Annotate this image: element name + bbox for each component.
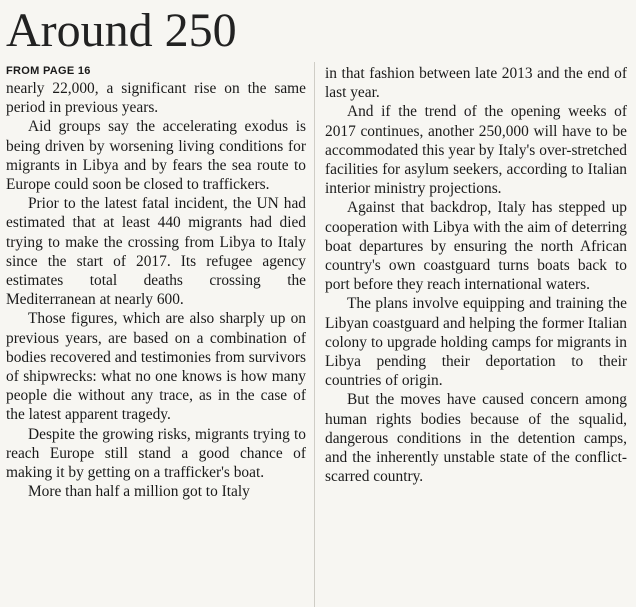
paragraph: Those figures, which are also sharply up on previous years, are based on a combination of bodies recovered and testimonies from survivors of shipwrecks: what no one knows is how many people die without any trace, as in the case of the latest apparent tragedy. [6, 310, 306, 424]
paragraph: Against that backdrop, Italy has stepped up cooperation with Libya with the aim of deterring boat departures by ensuring the north African country's own coastguard turns boats back to port before they reach international waters. [325, 199, 627, 294]
paragraph: nearly 22,000, a significant rise on the same period in previous years. [6, 80, 306, 117]
paragraph: But the moves have caused concern among human rights bodies because of the squalid, dangerous conditions in the detention camps, and the inherently unstable state of the conflict-scarred country. [325, 391, 627, 486]
paragraph: Prior to the latest fatal incident, the UN had estimated that at least 440 migrants had died trying to make the crossing from Libya to Italy since the start of 2017. Its refugee agency estimates total deaths crossing the Mediterranean at nearly 600. [6, 195, 306, 309]
column-divider [314, 62, 315, 607]
paragraph: Despite the growing risks, migrants trying to reach Europe still stand a good chance of making it by getting on a trafficker's boat. [6, 425, 306, 482]
continued-from-kicker: FROM PAGE 16 [6, 65, 91, 77]
paragraph: Aid groups say the accelerating exodus is being driven by worsening living conditions for migrants in Libya and by fears the sea route to Europe could soon be closed to traffickers. [6, 118, 306, 194]
headline: Around 250 [6, 4, 237, 57]
paragraph: The plans involve equipping and training the Libyan coastguard and helping the former Italian colony to upgrade holding camps for migrants in Libya pending their deportation to their countries of origin. [325, 295, 627, 390]
left-column [6, 64, 306, 501]
paragraph: More than half a million got to Italy [28, 483, 250, 501]
right-column [325, 64, 627, 486]
paragraph: And if the trend of the opening weeks of 2017 continues, another 250,000 will have to be accommodated this year by Italy's over-stretched facilities for asylum seekers, according to Italian interior ministry projections. [325, 103, 627, 198]
paragraph: in that fashion between late 2013 and the end of last year. [325, 65, 627, 102]
